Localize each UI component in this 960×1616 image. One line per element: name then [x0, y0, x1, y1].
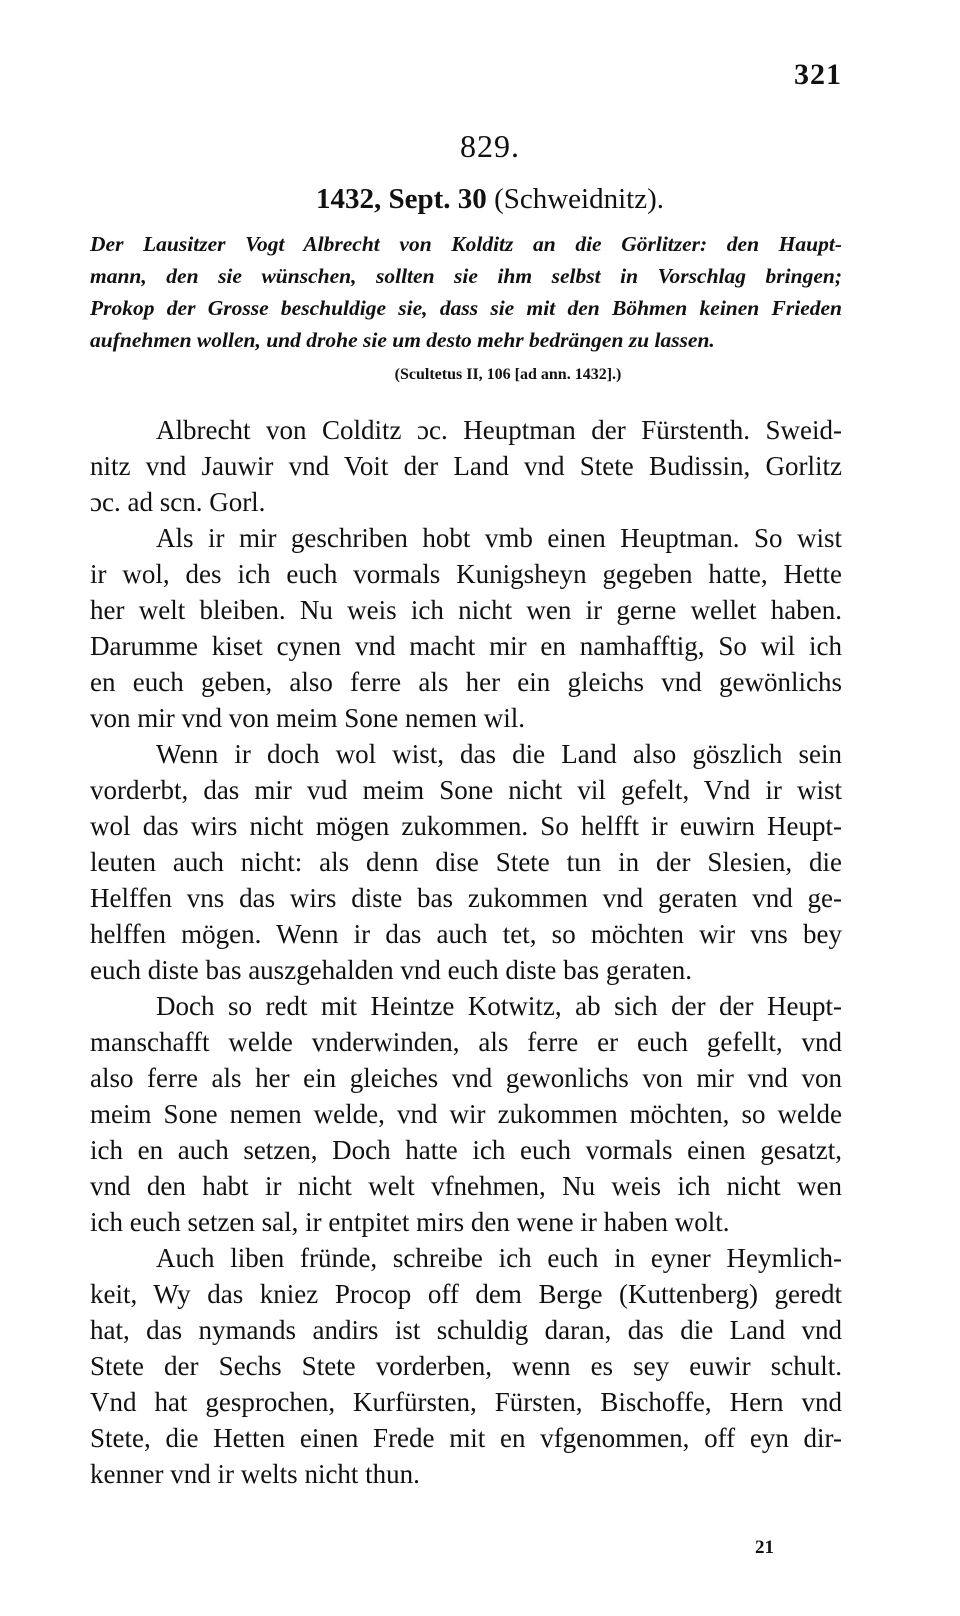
body-line: her welt bleiben. Nu weis ich nicht wen ir gerne wellet haben.	[90, 595, 842, 625]
body-line: en euch geben, also ferre als her ein gleichs vnd gewönlichs	[90, 667, 842, 697]
body-line: hat, das nymands andirs ist schuldig daran, das die Land vnd	[90, 1315, 842, 1345]
date-line	[0, 183, 960, 216]
body-line: von mir vnd von meim Sone nemen wil.	[90, 703, 525, 733]
body-line: leuten auch nicht: als denn dise Stete tun in der Slesien, die	[90, 847, 842, 877]
body-line: Albrecht von Colditz ɔc. Heuptman der Fürstenth. Sweid-	[156, 415, 842, 445]
summary-line: Prokop der Grosse beschuldige sie, dass sie mit den Böhmen keinen Frieden	[90, 296, 842, 320]
body-line: manschafft welde vnderwinden, als ferre er euch gefellt, vnd	[90, 1027, 842, 1057]
body-line: keit, Wy das kniez Procop off dem Berge (Kuttenberg) geredt	[90, 1279, 842, 1309]
body-line: kenner vnd ir welts nicht thun.	[90, 1459, 420, 1489]
body-line: wol das wirs nicht mögen zukommen. So helfft ir euwirn Heupt-	[90, 811, 842, 841]
body-text	[90, 412, 842, 1492]
document-number: 829.	[460, 128, 520, 164]
summary-line: aufnehmen wollen, und drohe sie um desto mehr bedrängen zu lassen.	[90, 328, 715, 352]
body-line: Doch so redt mit Heintze Kotwitz, ab sich der der Heupt-	[156, 991, 842, 1021]
summary-line: Der Lausitzer Vogt Albrecht von Kolditz an die Görlitzer: den Haupt-	[90, 232, 842, 256]
body-line: ich en auch setzen, Doch hatte ich euch vormals einen gesatzt,	[90, 1135, 842, 1165]
body-line: helffen mögen. Wenn ir das auch tet, so möchten wir vns bey	[90, 919, 842, 949]
signature-mark: 21	[755, 1537, 774, 1558]
place: (Schweidnitz).	[494, 183, 664, 215]
body-line: ir wol, des ich euch vormals Kunigsheyn gegeben hatte, Hette	[90, 559, 842, 589]
body-line: Vnd hat gesprochen, Kurfürsten, Fürsten, Bischoffe, Hern vnd	[90, 1387, 842, 1417]
body-line: vnd den habt ir nicht welt vfnehmen, Nu weis ich nicht wen	[90, 1171, 842, 1201]
body-line: ɔc. ad scn. Gorl.	[90, 487, 266, 517]
body-line: Darumme kiset cynen vnd macht mir en namhafftig, So wil ich	[90, 631, 842, 661]
page-number: 321	[794, 58, 842, 91]
body-line: meim Sone nemen welde, vnd wir zukommen möchten, so welde	[90, 1099, 842, 1129]
body-line: Stete, die Hetten einen Frede mit en vfgenommen, off eyn dir-	[90, 1423, 842, 1453]
body-line: Helffen vns das wirs diste bas zukommen vnd geraten vnd ge-	[90, 883, 842, 913]
summary	[90, 228, 842, 356]
body-line: vorderbt, das mir vud meim Sone nicht vil gefelt, Vnd ir wist	[90, 775, 842, 805]
summary-line: mann, den sie wünschen, sollten sie ihm selbst in Vorschlag bringen;	[90, 264, 842, 288]
body-line: also ferre als her ein gleiches vnd gewonlichs von mir vnd von	[90, 1063, 842, 1093]
body-line: Auch liben fründe, schreibe ich euch in eyner Heymlich-	[156, 1243, 842, 1273]
body-line: euch diste bas auszgehalden vnd euch diste bas geraten.	[90, 955, 693, 985]
source-citation: (Scultetus II, 106 [ad ann. 1432].)	[394, 366, 622, 383]
body-line: ich euch setzen sal, ir entpitet mirs den wene ir haben wolt.	[90, 1207, 730, 1237]
body-line: nitz vnd Jauwir vnd Voit der Land vnd Stete Budissin, Gorlitz	[90, 451, 842, 481]
body-line: Als ir mir geschriben hobt vmb einen Heuptman. So wist	[156, 523, 842, 553]
body-line: Wenn ir doch wol wist, das die Land also göszlich sein	[156, 739, 842, 769]
body-line: Stete der Sechs Stete vorderben, wenn es sey euwir schult.	[90, 1351, 842, 1381]
date: 1432, Sept. 30	[316, 183, 487, 215]
